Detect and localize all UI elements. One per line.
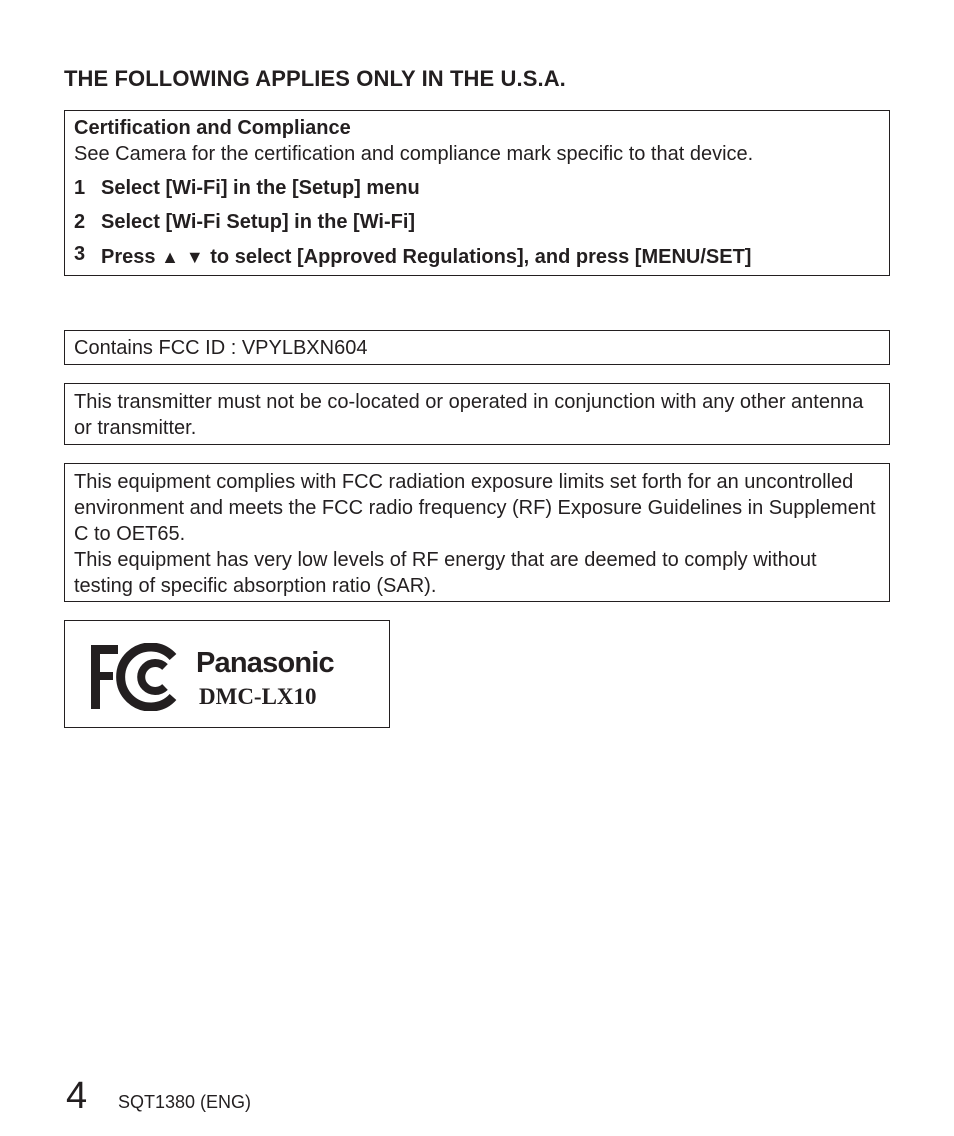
step-number: 2 <box>74 211 86 233</box>
model-number: DMC-LX10 <box>199 684 317 709</box>
transmitter-notice-text: This transmitter must not be co-located or operated in conjunction with any other antenna or transmitter. <box>74 391 864 439</box>
page-number: 4 <box>66 1075 88 1117</box>
step-item <box>74 244 880 270</box>
document-code: SQT1380 (ENG) <box>118 1092 252 1112</box>
step-text: Select [Wi-Fi Setup] in the [Wi-Fi] <box>101 211 416 233</box>
fcc-id-box <box>64 330 890 365</box>
step-prefix: Press <box>101 246 156 268</box>
step-item <box>74 209 880 235</box>
brand-logo: Panasonic <box>196 647 334 679</box>
step-text: Select [Wi-Fi] in the [Setup] menu <box>101 177 420 199</box>
rf-exposure-box <box>64 463 890 602</box>
fcc-label-box <box>64 620 390 728</box>
certification-box <box>64 110 890 276</box>
step-item <box>74 175 880 201</box>
transmitter-notice-box <box>64 383 890 445</box>
certification-description: See Camera for the certification and compliance mark specific to that device. <box>74 143 754 165</box>
step-number: 3 <box>74 243 86 265</box>
rf-exposure-paragraph: This equipment complies with FCC radiation exposure limits set forth for an uncontrolled environment and meets the FCC radio frequency (RF) Exposure Guidelines in Supplement C to OET65. <box>74 471 876 545</box>
section-heading: THE FOLLOWING APPLIES ONLY IN THE U.S.A. <box>64 66 566 91</box>
fcc-id-text: Contains FCC ID : VPYLBXN604 <box>74 337 368 359</box>
rf-exposure-paragraph: This equipment has very low levels of RF energy that are deemed to comply without testing of specific absorption ratio (SAR). <box>74 549 817 597</box>
fcc-logo-icon <box>91 643 183 711</box>
up-down-arrow-icon: ▲ ▼ <box>161 247 205 267</box>
certification-title: Certification and Compliance <box>74 117 351 139</box>
step-number: 1 <box>74 177 86 199</box>
step-suffix: to select [Approved Regulations], and press [MENU/SET] <box>210 246 752 268</box>
step-text <box>101 244 751 270</box>
